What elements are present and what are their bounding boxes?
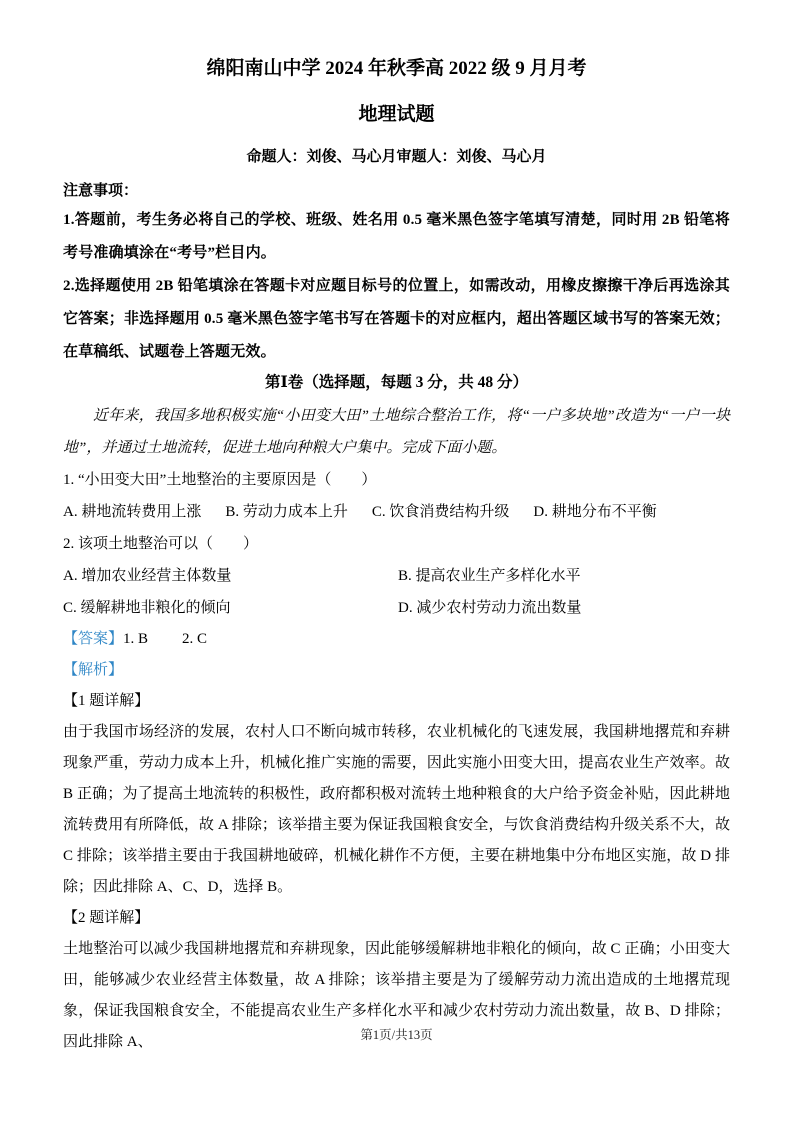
answer-label: 【答案】 [63,631,124,647]
document-subtitle: 地理试题 [358,104,435,125]
reading-passage: 近年来，我国多地积极实施“小田变大田”土地综合整治工作，将“一户多块地”改造为“一户一块地”，并通过土地流转，促进土地向种粮大户集中。完成下面小题。 [63,408,730,456]
question-2-stem: 2. 该项土地整治可以（ ） [63,536,259,552]
detail-1-label: 【1 题详解】 [63,693,150,709]
answer-line [63,624,730,655]
question-2-option-d: D. 减少农村劳动力流出数量 [398,600,582,616]
notice-item-1: 1.答题前，考生务必将自己的学校、班级、姓名用 0.5 毫米黑色签字笔填写清楚，同时用 2B 铅笔将考号准确填涂在“考号”栏目内。 [63,212,730,261]
detail-2-text: 土地整治可以减少我国耕地撂荒和弃耕现象，因此能够缓解耕地非粮化的倾向，故 C 正确；小田变大田，能够减少农业经营主体数量，故 A 排除；该举措主要是为了缓解劳动力流出造成的土地撂荒现象，保证我国粮食安全，不能提高农业生产多样化水平和减少农村劳动力流出数量，故 B、D 排除；因此排除 A、 [63,941,730,1050]
question-2-options [63,560,730,624]
answer-q2: 2. C [182,631,208,647]
question-2-option-a: A. 增加农业经营主体数量 [63,568,232,584]
document-title: 绵阳南山中学 2024 年秋季高 2022 级 9 月月考 [206,58,587,79]
notice-heading: 注意事项： [63,183,139,199]
question-1-option-b: B. 劳动力成本上升 [225,504,348,520]
detail-1-text: 由于我国市场经济的发展，农村人口不断向城市转移，农业机械化的飞速发展，我国耕地撂荒和弃耕现象严重，劳动力成本上升，机械化推广实施的需要，因此实施小田变大田，提高农业生产效率。故 B 正确；为了提高土地流转的积极性，政府都积极对流转土地种粮食的大户给予资金补贴，因此耕地流转费用有所降低，故 A 排除；该举措主要为保证我国粮食安全，与饮食消费结构升级关系不大，故 C 排除；该举措主要由于我国耕地破碎，机械化耕作不方便，主要在耕地集中分布地区实施，故 D 排除；因此排除 A、C、D，选择 B。 [63,724,730,895]
detail-2-label: 【2 题详解】 [63,910,150,926]
question-1-options [63,496,730,528]
question-1-option-c: C. 饮食消费结构升级 [371,504,510,520]
question-1-option-d: D. 耕地分布不平衡 [533,504,657,520]
notice-item-2: 2.选择题使用 2B 铅笔填涂在答题卡对应题目标号的位置上，如需改动，用橡皮擦擦干净后再选涂其它答案；非选择题用 0.5 毫米黑色签字笔书写在答题卡的对应框内，超出答题区域书写的答案无效；在草稿纸、试题卷上答题无效。 [63,278,730,360]
page-number-footer: 第1页/共13页 [360,1028,433,1042]
question-2-option-b: B. 提高农业生产多样化水平 [398,568,581,584]
analysis-heading [63,655,730,686]
authors-line: 命题人：刘俊、马心月审题人：刘俊、马心月 [246,149,547,165]
section-1-title: 第Ⅰ卷（选择题，每题 3 分，共 48 分） [264,374,528,391]
answer-q1: 1. B [123,631,149,647]
question-1-option-a: A. 耕地流转费用上涨 [63,504,202,520]
question-2-option-c: C. 缓解耕地非粮化的倾向 [63,600,231,616]
question-1-stem: 1. “小田变大田”土地整治的主要原因是（ ） [63,472,377,488]
analysis-label: 【解析】 [63,662,124,678]
